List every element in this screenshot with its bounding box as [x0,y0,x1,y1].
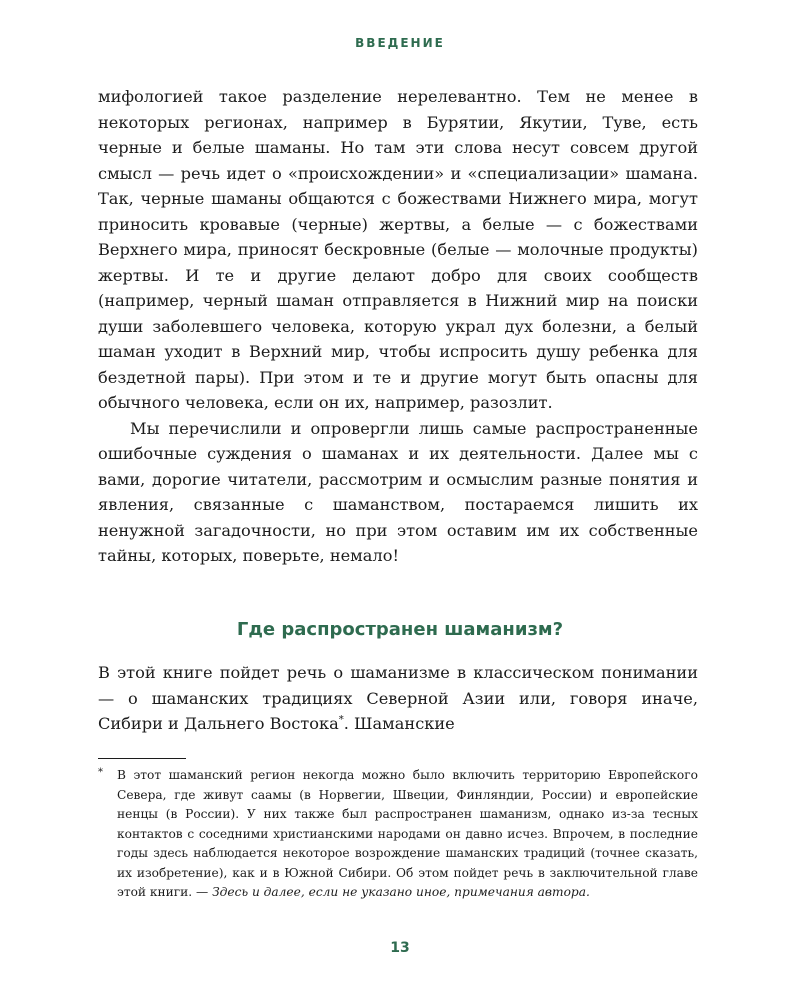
footnote-separator [98,758,186,759]
footnote [98,766,698,903]
paragraph-2: Мы перечислили и опровергли лишь самые распространенные ошибочные суждения о шаманах и их деятельности. Далее мы с вами, дорогие читатели, рассмотрим и осмыслим разные понятия и явления, связанные с шаманством, постараемся лишить их ненужной загадочности, но при этом оставим им их собственные тайны, которых, поверьте, немало! [98,418,698,565]
footnote-reference: * [338,714,344,726]
section-text-block [98,660,698,737]
footnote-italic-note: Здесь и далее, если не указано иное, примечания автора. [212,885,590,899]
paragraph-3-tail: . Шаманские [343,714,455,733]
running-head: ВВЕДЕНИЕ [355,36,445,50]
footnote-text: В этот шаманский регион некогда можно было включить территорию Европейского Севера, где живут саамы (в Норвегии, Швеции, Финляндии, России) и европейские ненцы (в России). У них также был распространен шаманизм, однако из-за тесных контактов с соседними христианскими народами он давно исчез. Впрочем, в последние годы здесь наблюдается некоторое возрождение шаманских традиций (точнее сказать, их изобретение), как и в Южной Сибири. Об этом пойдет речь в заключительной главе этой книги. — [117,768,698,899]
section-heading: Где распространен шаманизм? [236,619,564,640]
paragraph-1: мифологией такое разделение нерелевантно. Тем не менее в некоторых регионах, например в Бурятии, Якутии, Туве, есть черные и белые шаманы. Но там эти слова несут совсем другой смысл — речь идет о «происхождении» и «специализации» шамана. Так, черные шаманы общаются с божествами Нижнего мира, могут приносить кровавые (черные) жертвы, а белые — с божествами Верхнего мира, приносят бескровные (белые — молочные продукты) жертвы. И те и другие делают добро для своих сообществ (например, черный шаман отправляется в Нижний мир на поиски души заболевшего человека, которую украл дух болезни, а белый шаман уходит в Верхний мир, чтобы испросить душу ребенка для бездетной пары). При этом и те и другие могут быть опасны для обычного человека, если он их, например, разозлит. [98,87,698,412]
main-text-block [98,84,698,569]
paragraph-3-text: В этой книге пойдет речь о шаманизме в классическом понимании — о шаманских традициях Северной Азии или, говоря иначе, Сибири и Дальнего Востока [98,663,698,733]
footnote-marker: * [98,767,103,778]
footnote-body [117,766,698,903]
page-number: 13 [390,940,410,956]
paragraph-3 [98,660,698,737]
